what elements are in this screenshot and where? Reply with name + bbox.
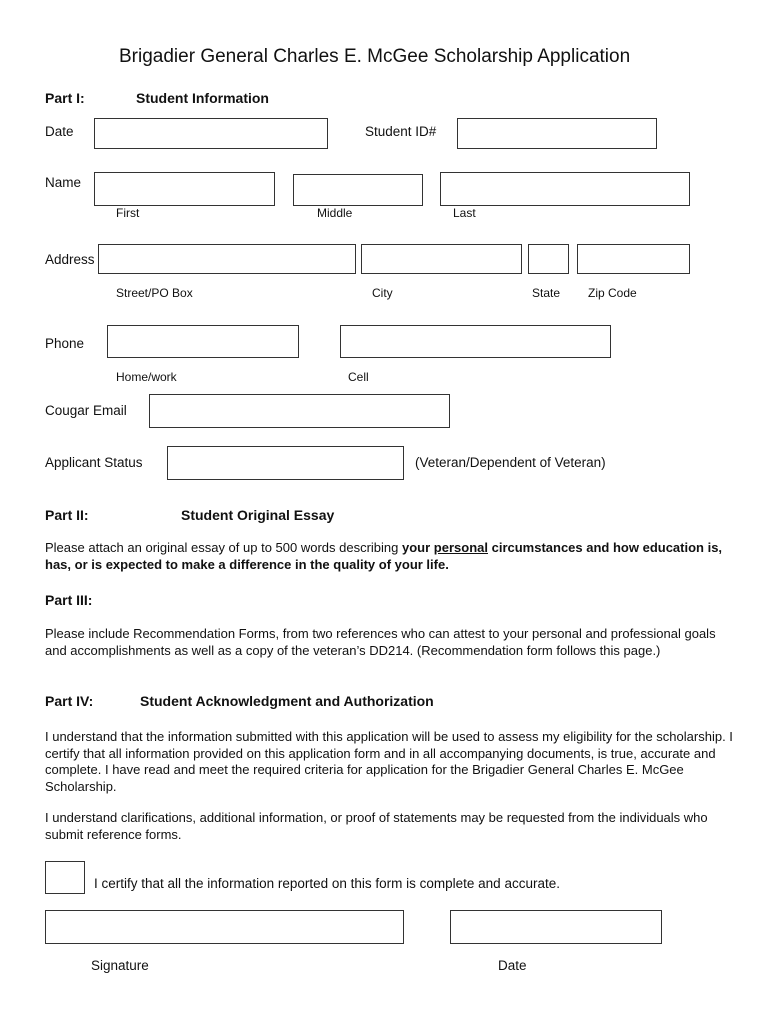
city-input[interactable]	[361, 244, 522, 274]
acknowledgment-text: I understand that the information submitted with this application will be used to assess my eligibility for the scholarship. I certify that all information provided on this application form and in all accompanying documents, is true, accurate and complete. I have read and meet the required criteria for application for the Brigadier General Charles E. McGee Scholarship.	[45, 729, 733, 794]
signature-caption: Signature	[91, 958, 149, 973]
home-phone-caption: Home/work	[116, 370, 177, 384]
email-input[interactable]	[149, 394, 450, 428]
home-phone-input[interactable]	[107, 325, 299, 358]
essay-text: Please attach an original essay of up to 500 words describing	[45, 540, 402, 555]
street-input[interactable]	[98, 244, 356, 274]
status-input[interactable]	[167, 446, 404, 480]
signature-input[interactable]	[45, 910, 404, 944]
part2-title: Student Original Essay	[181, 507, 335, 523]
first-name-caption: First	[116, 206, 140, 220]
last-name-input[interactable]	[440, 172, 690, 206]
middle-name-input[interactable]	[293, 174, 423, 206]
date-label: Date	[45, 124, 74, 139]
zip-caption: Zip Code	[588, 286, 637, 300]
address-label: Address	[45, 252, 95, 267]
part1-heading: Part I:	[45, 90, 85, 106]
essay-instructions	[45, 540, 735, 573]
signature-date-caption: Date	[498, 958, 527, 973]
certify-label: I certify that all the information reported on this form is complete and accurate.	[94, 876, 560, 891]
form-title: Brigadier General Charles E. McGee Scholarship Application	[119, 46, 631, 67]
essay-emphasis-personal: personal	[433, 540, 488, 555]
certify-checkbox[interactable]	[45, 861, 85, 894]
part4-heading: Part IV:	[45, 693, 94, 709]
status-label: Applicant Status	[45, 455, 143, 470]
recommendation-instructions: Please include Recommendation Forms, from two references who can attest to your personal and professional goals and accomplishments as well as a copy of the veteran’s DD214. (Recommendation form follows this page.)	[45, 626, 716, 658]
email-label: Cougar Email	[45, 403, 127, 418]
essay-emphasis-your: your	[402, 540, 434, 555]
name-label: Name	[45, 175, 82, 190]
middle-name-caption: Middle	[317, 206, 353, 220]
state-input[interactable]	[528, 244, 569, 274]
clarification-text: I understand clarifications, additional information, or proof of statements may be requested from the individuals who submit reference forms.	[45, 810, 708, 842]
city-caption: City	[372, 286, 393, 300]
part3-heading: Part III:	[45, 592, 93, 608]
part1-title: Student Information	[136, 90, 269, 106]
cell-phone-caption: Cell	[348, 370, 369, 384]
street-caption: Street/PO Box	[116, 286, 193, 300]
last-name-caption: Last	[453, 206, 476, 220]
part4-title: Student Acknowledgment and Authorization	[140, 693, 434, 709]
signature-date-input[interactable]	[450, 910, 662, 944]
status-hint: (Veteran/Dependent of Veteran)	[415, 455, 606, 470]
zip-input[interactable]	[577, 244, 690, 274]
essay-emphasis-rest: circumstances and how education is, has, or is expected to make a difference in the quality of your life.	[45, 540, 723, 572]
first-name-input[interactable]	[94, 172, 275, 206]
cell-phone-input[interactable]	[340, 325, 611, 358]
state-caption: State	[532, 286, 561, 300]
date-input[interactable]	[94, 118, 328, 149]
student-id-label: Student ID#	[365, 124, 437, 139]
student-id-input[interactable]	[457, 118, 657, 149]
part2-heading: Part II:	[45, 507, 89, 523]
phone-label: Phone	[45, 336, 85, 351]
